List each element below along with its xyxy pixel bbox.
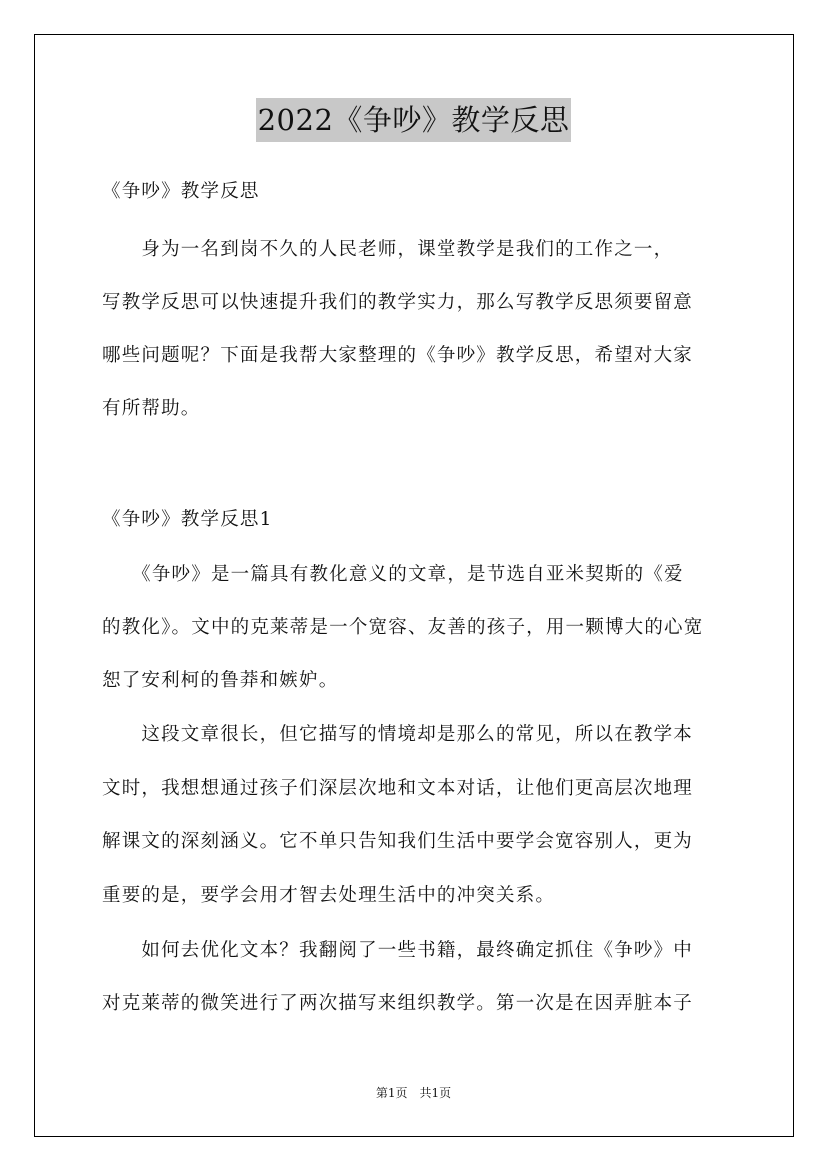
paragraph-2-line-2: 文时，我想想通过孩子们深层次地和文本对话，让他们更高层次地理 xyxy=(102,778,694,799)
document-title: 2022《争吵》教学反思 xyxy=(256,98,572,142)
paragraph-2-line-1: 这段文章很长，但它描写的情境却是那么的常见，所以在教学本 xyxy=(102,724,694,745)
paragraph-3-line-2: 对克莱蒂的微笑进行了两次描写来组织教学。第一次是在因弄脏本子 xyxy=(102,993,694,1014)
paragraph-3-line-1: 如何去优化文本？我翻阅了一些书籍，最终确定抓住《争吵》中 xyxy=(102,940,694,961)
intro-line-2: 写教学反思可以快速提升我们的教学实力，那么写教学反思须要留意 xyxy=(102,292,694,313)
paragraph-1-line-3: 恕了安利柯的鲁莽和嫉妒。 xyxy=(102,670,339,691)
subtitle: 《争吵》教学反思 xyxy=(102,181,260,202)
page-footer: 第1页 共1页 xyxy=(375,1086,452,1100)
paragraph-1-line-2: 的教化》。文中的克莱蒂是一个宽容、友善的孩子，用一颗博大的心宽 xyxy=(102,617,704,638)
intro-line-1: 身为一名到岗不久的人民老师，课堂教学是我们的工作之一， xyxy=(102,239,674,260)
paragraph-1-line-1: 《争吵》是一篇具有教化意义的文章，是节选自亚米契斯的《爱 xyxy=(102,564,684,585)
intro-line-4: 有所帮助。 xyxy=(102,398,201,419)
section-heading-1: 《争吵》教学反思1 xyxy=(102,509,273,530)
title-wrap xyxy=(0,98,827,142)
paragraph-2-line-4: 重要的是，要学会用才智去处理生活中的冲突关系。 xyxy=(102,885,556,906)
paragraph-2-line-3: 解课文的深刻涵义。它不单只告知我们生活中要学会宽容别人，更为 xyxy=(102,831,694,852)
intro-line-3: 哪些问题呢？下面是我帮大家整理的《争吵》教学反思，希望对大家 xyxy=(102,345,694,366)
